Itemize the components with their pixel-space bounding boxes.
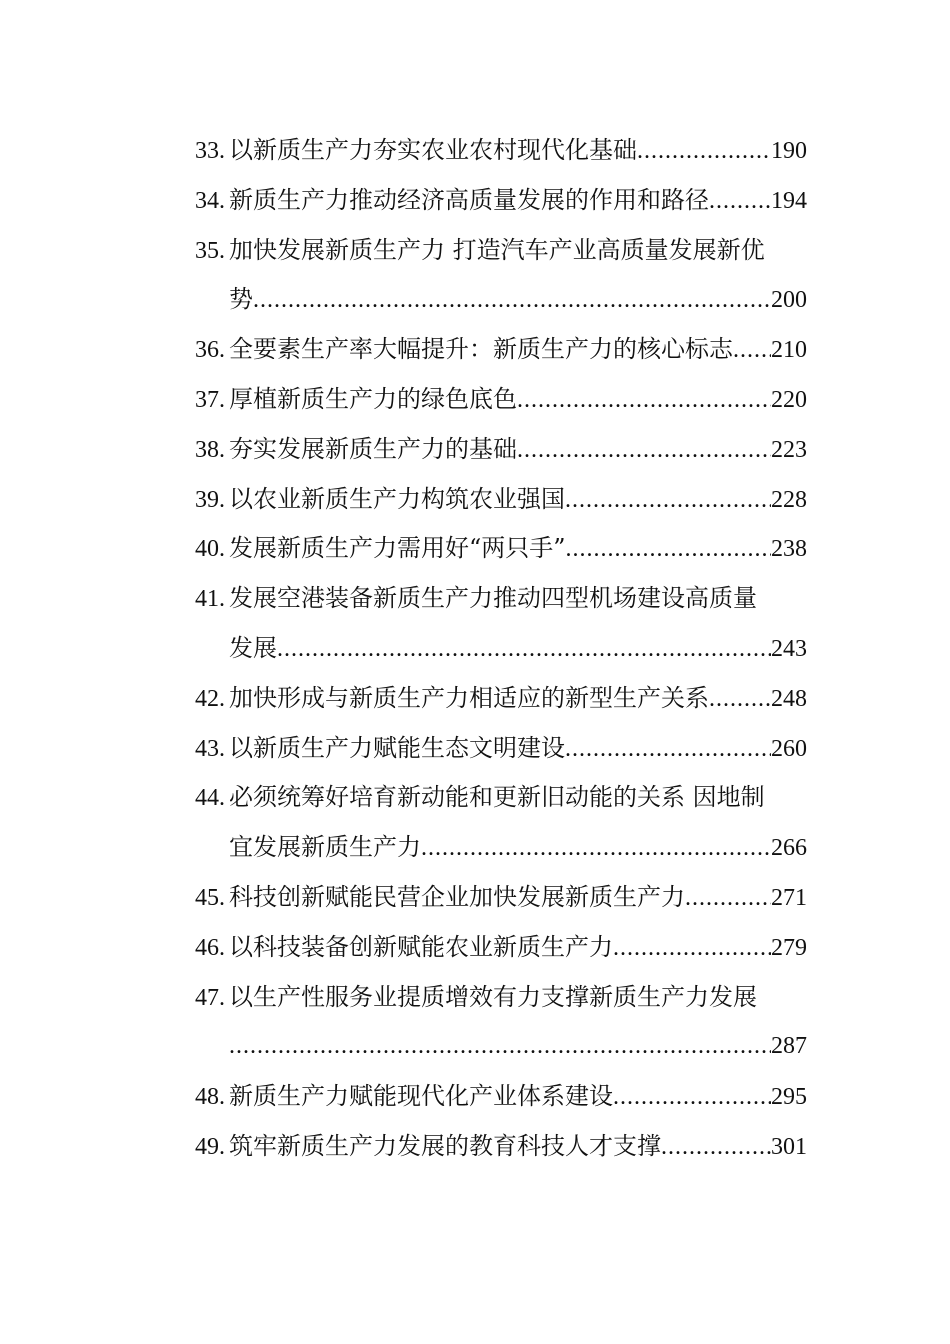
toc-entry-title: 新质生产力赋能现代化产业体系建设 bbox=[229, 1082, 613, 1111]
dot-leader bbox=[661, 1123, 771, 1173]
toc-entry-number: 47. bbox=[195, 984, 225, 1011]
toc-entry-page-number: 190 bbox=[771, 138, 807, 164]
toc-entry[interactable] bbox=[195, 126, 807, 176]
toc-entry[interactable] bbox=[195, 773, 807, 873]
toc-entry-line bbox=[195, 176, 807, 226]
toc-entry-page-number: 200 bbox=[771, 287, 807, 314]
dot-leader bbox=[566, 525, 771, 575]
dot-leader bbox=[229, 1022, 771, 1072]
toc-entry-number: 49. bbox=[195, 1133, 225, 1160]
toc-entry-line bbox=[195, 973, 807, 1023]
dot-leader bbox=[709, 177, 771, 227]
toc-entry-line bbox=[195, 624, 807, 674]
toc-entry-page-number: 266 bbox=[771, 835, 807, 862]
toc-entry-title: 加快形成与新质生产力相适应的新型生产关系 bbox=[229, 683, 709, 712]
toc-entry-title: 新质生产力推动经济高质量发展的作用和路径 bbox=[229, 185, 709, 214]
toc-entry-line bbox=[195, 226, 807, 276]
toc-entry-title: 以新质生产力夯实农业农村现代化基础 bbox=[229, 136, 637, 164]
toc-entry-title: 必须统筹好培育新动能和更新旧动能的关系 因地制 bbox=[229, 783, 765, 812]
toc-entry-page-number: 287 bbox=[771, 1033, 807, 1060]
toc-entry-title: 厚植新质生产力的绿色底色 bbox=[229, 384, 517, 413]
toc-entry[interactable] bbox=[195, 375, 807, 425]
dot-leader bbox=[613, 1073, 771, 1123]
toc-entry[interactable] bbox=[195, 524, 807, 574]
dot-leader bbox=[421, 824, 771, 874]
toc-entry-line bbox=[195, 724, 807, 774]
toc-entry-page-number: 301 bbox=[771, 1133, 807, 1160]
toc-entry-title: 发展空港装备新质生产力推动四型机场建设高质量 bbox=[229, 584, 757, 613]
toc-entry-title: 全要素生产率大幅提升：新质生产力的核心标志 bbox=[229, 335, 733, 364]
toc-entry-line bbox=[195, 126, 807, 176]
toc-entry-line bbox=[195, 524, 807, 574]
toc-entry[interactable] bbox=[195, 325, 807, 375]
toc-entry-line bbox=[195, 275, 807, 325]
toc-entry-line bbox=[195, 425, 807, 475]
dot-leader bbox=[565, 476, 771, 526]
toc-entry-number: 36. bbox=[195, 337, 225, 364]
toc-entry-line bbox=[195, 773, 807, 823]
toc-entry-title: 以农业新质生产力构筑农业强国 bbox=[229, 484, 565, 513]
toc-entry-number: 40. bbox=[195, 536, 225, 563]
toc-entry-page-number: 295 bbox=[771, 1084, 807, 1111]
toc-entry-page-number: 260 bbox=[771, 735, 807, 762]
table-of-contents bbox=[195, 126, 807, 1172]
toc-entry[interactable] bbox=[195, 176, 807, 226]
toc-entry-page-number: 243 bbox=[771, 635, 807, 662]
toc-entry-title: 以生产性服务业提质增效有力支撑新质生产力发展 bbox=[229, 982, 757, 1011]
toc-entry-page-number: 223 bbox=[771, 436, 807, 463]
toc-entry-line bbox=[195, 923, 807, 973]
toc-entry-title: 夯实发展新质生产力的基础 bbox=[229, 434, 517, 463]
toc-entry-title: 筑牢新质生产力发展的教育科技人才支撑 bbox=[229, 1131, 661, 1160]
toc-entry-title: 势 bbox=[229, 285, 253, 314]
toc-entry-title: 发展新质生产力需用好“两只手” bbox=[229, 534, 566, 563]
toc-entry-page-number: 238 bbox=[771, 536, 807, 563]
toc-entry-number: 42. bbox=[195, 685, 225, 712]
toc-entry-page-number: 271 bbox=[771, 884, 807, 911]
toc-entry[interactable] bbox=[195, 475, 807, 525]
toc-entry-page-number: 210 bbox=[771, 337, 807, 364]
toc-entry-number: 33. bbox=[195, 138, 225, 164]
toc-entry-line bbox=[195, 375, 807, 425]
toc-entry-line bbox=[195, 325, 807, 375]
toc-entry-page-number: 279 bbox=[771, 934, 807, 961]
toc-entry-number: 38. bbox=[195, 436, 225, 463]
toc-entry-number: 48. bbox=[195, 1084, 225, 1111]
toc-entry-line bbox=[195, 1072, 807, 1122]
toc-entry-number: 37. bbox=[195, 386, 225, 413]
toc-entry[interactable] bbox=[195, 226, 807, 326]
toc-entry-line bbox=[195, 1122, 807, 1172]
toc-entry-title: 以新质生产力赋能生态文明建设 bbox=[229, 733, 565, 762]
toc-entry[interactable] bbox=[195, 873, 807, 923]
dot-leader bbox=[277, 625, 771, 675]
toc-entry-title: 发展 bbox=[229, 633, 277, 662]
toc-entry-page-number: 194 bbox=[771, 187, 807, 214]
dot-leader bbox=[733, 326, 771, 376]
toc-entry[interactable] bbox=[195, 923, 807, 973]
toc-entry[interactable] bbox=[195, 1122, 807, 1172]
dot-leader bbox=[685, 874, 771, 924]
toc-entry-page-number: 220 bbox=[771, 386, 807, 413]
toc-entry-page-number: 228 bbox=[771, 486, 807, 513]
toc-entry-title: 科技创新赋能民营企业加快发展新质生产力 bbox=[229, 882, 685, 911]
toc-entry[interactable] bbox=[195, 425, 807, 475]
toc-entry-number: 45. bbox=[195, 884, 225, 911]
toc-entry[interactable] bbox=[195, 574, 807, 674]
toc-entry-number: 44. bbox=[195, 785, 225, 812]
toc-entry-title: 以科技装备创新赋能农业新质生产力 bbox=[229, 932, 613, 961]
dot-leader bbox=[253, 276, 771, 326]
toc-entry-line bbox=[195, 475, 807, 525]
toc-entry[interactable] bbox=[195, 674, 807, 724]
toc-entry-number: 41. bbox=[195, 586, 225, 613]
toc-entry-line bbox=[195, 873, 807, 923]
toc-entry-line bbox=[195, 674, 807, 724]
toc-entry-line bbox=[195, 823, 807, 873]
dot-leader bbox=[517, 376, 771, 426]
toc-entry-title: 宜发展新质生产力 bbox=[229, 833, 421, 862]
dot-leader bbox=[637, 127, 771, 177]
toc-entry-line bbox=[195, 574, 807, 624]
toc-entry-number: 34. bbox=[195, 187, 225, 214]
dot-leader bbox=[517, 426, 771, 476]
toc-entry-line bbox=[195, 1022, 807, 1072]
toc-entry-title: 加快发展新质生产力 打造汽车产业高质量发展新优 bbox=[229, 235, 765, 264]
toc-entry-number: 39. bbox=[195, 486, 225, 513]
dot-leader bbox=[613, 924, 771, 974]
toc-entry-number: 46. bbox=[195, 934, 225, 961]
toc-entry[interactable] bbox=[195, 724, 807, 774]
toc-entry-number: 43. bbox=[195, 735, 225, 762]
toc-entry[interactable] bbox=[195, 973, 807, 1073]
toc-entry-number: 35. bbox=[195, 237, 225, 264]
dot-leader bbox=[565, 725, 771, 775]
dot-leader bbox=[709, 675, 771, 725]
toc-entry-page-number: 248 bbox=[771, 685, 807, 712]
toc-entry[interactable] bbox=[195, 1072, 807, 1122]
